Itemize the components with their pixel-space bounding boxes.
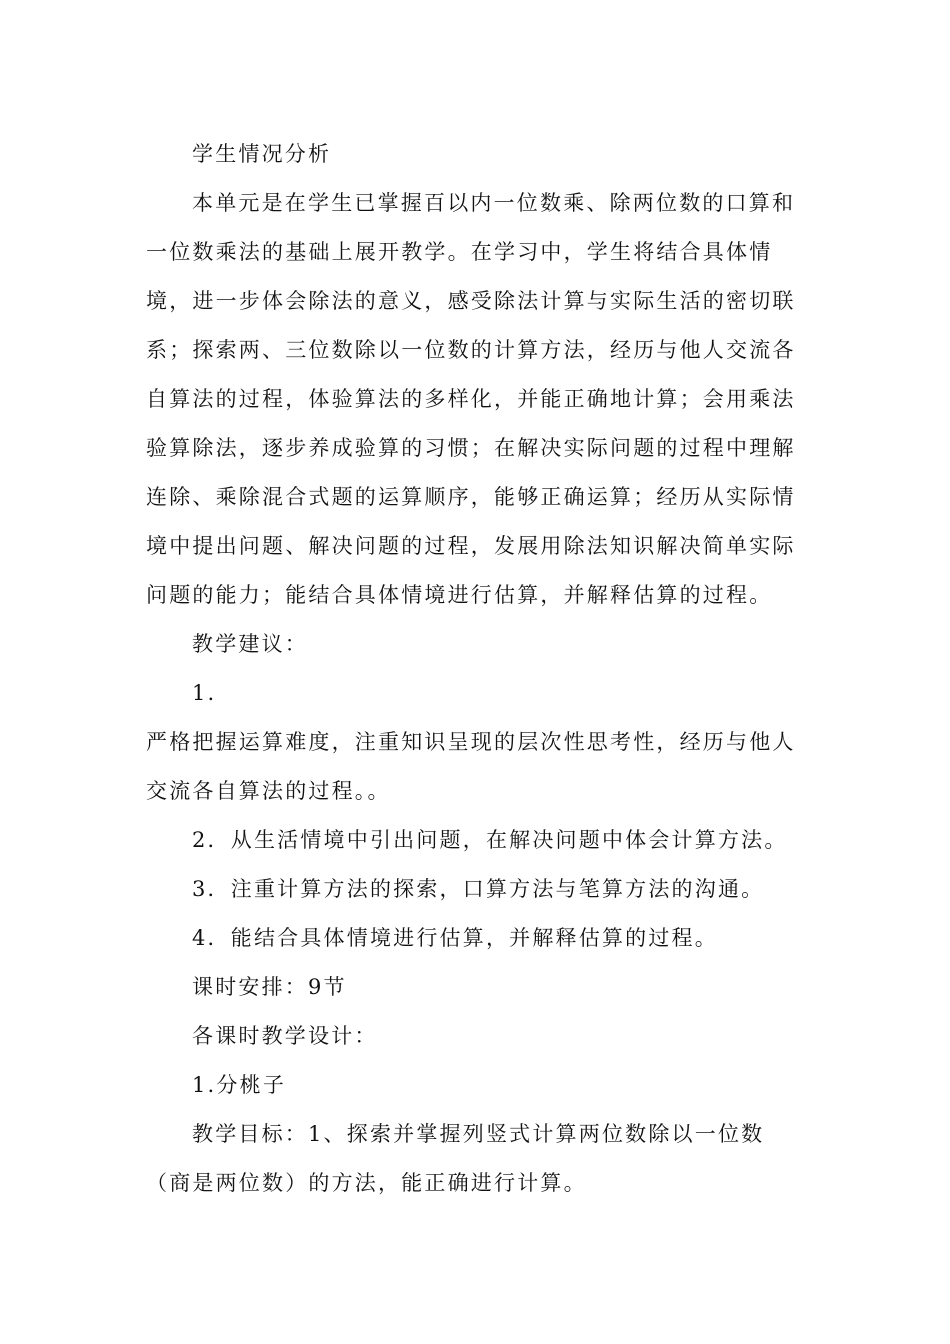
suggestion-2: 2．从生活情境中引出问题，在解决问题中体会计算方法。 — [192, 828, 788, 852]
heading-teaching-suggestions: 教学建议： — [192, 632, 308, 656]
class-hours: 课时安排：9节 — [192, 975, 347, 999]
suggestion-4: 4．能结合具体情境进行估算，并解释估算的过程。 — [192, 926, 718, 950]
student-analysis-paragraph: 本单元是在学生已掌握百以内一位数乘、除两位数的口算和一位数乘法的基础上展开教学。在学习中，学生将结合具体情境，进一步体会除法的意义，感受除法计算与实际生活的密切联系；探索两、三位数除以一位数的计算方法，经历与他人交流各自算法的过程，体验算法的多样化，并能正确地计算；会用乘法验算除法，逐步养成验算的习惯；在解决实际问题的过程中理解连除、乘除混合式题的运算顺序，能够正确运算；经历从实际情境中提出问题、解决问题的过程，发展用除法知识解决简单实际问题的能力；能结合具体情境进行估算，并解释估算的过程。 — [146, 191, 796, 607]
suggestion-1-text: 严格把握运算难度，注重知识呈现的层次性思考性，经历与他人交流各自算法的过程。。 — [146, 730, 796, 803]
suggestion-3: 3．注重计算方法的探索，口算方法与笔算方法的沟通。 — [192, 877, 765, 901]
teaching-goal-paragraph: 教学目标：1、探索并掌握列竖式计算两位数除以一位数（商是两位数）的方法，能正确进行计算。 — [146, 1122, 765, 1195]
heading-lesson-design: 各课时教学设计： — [192, 1024, 378, 1048]
lesson-1-title: 1.分桃子 — [192, 1073, 287, 1097]
suggestion-1-number: 1. — [192, 681, 217, 705]
document-body — [146, 130, 810, 1208]
heading-student-analysis: 学生情况分析 — [192, 142, 332, 166]
